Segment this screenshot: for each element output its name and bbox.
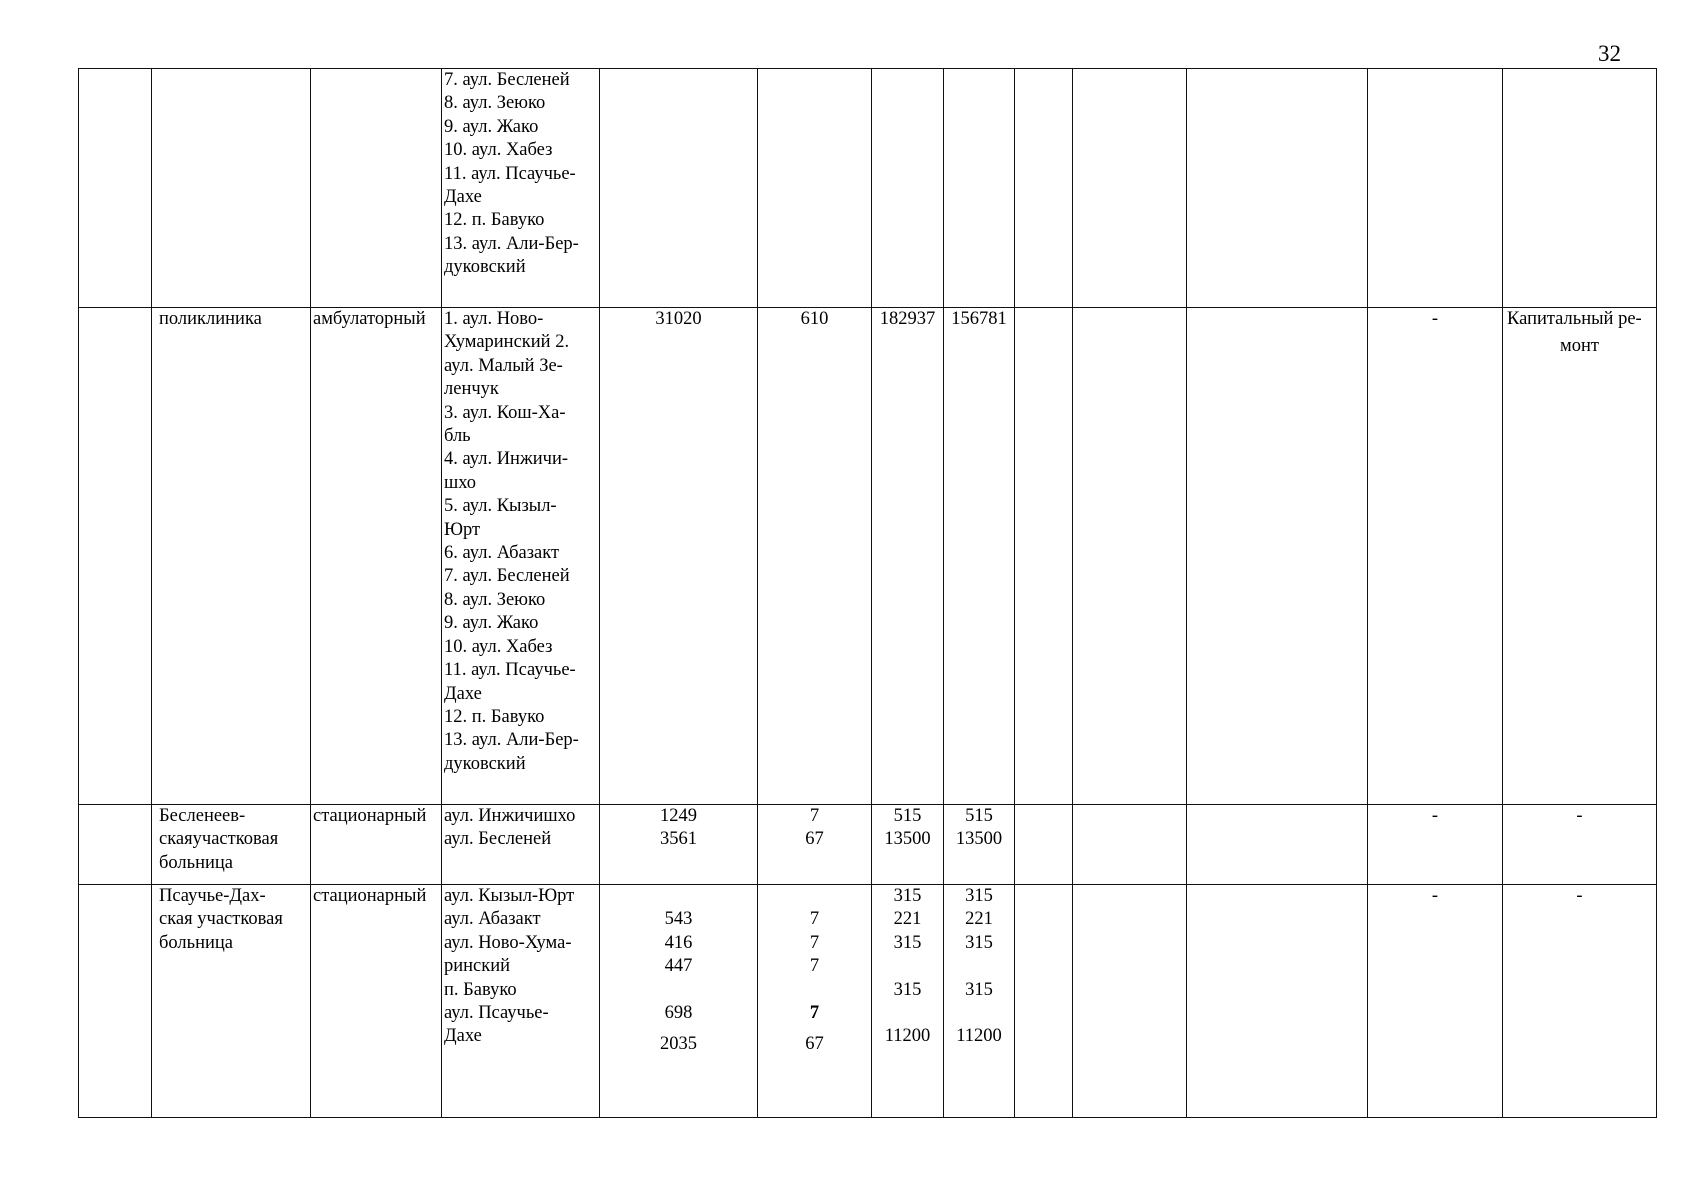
settlement-item: бль (444, 426, 471, 447)
settlement-item: 8. аул. Зеюко (444, 589, 546, 610)
facilities-table (78, 68, 1657, 1118)
numeric-cell (600, 805, 758, 885)
cell-value: 221 (893, 909, 922, 930)
settlement-item: 7. аул. Бесленей (444, 566, 570, 587)
table-cell (1073, 885, 1187, 1118)
settlements-cell (442, 805, 600, 885)
table-row (79, 69, 1657, 308)
table-cell (600, 69, 758, 308)
facility-type-cell (311, 805, 442, 885)
dash-value: - (1431, 309, 1439, 329)
dash-value: - (1431, 806, 1439, 826)
settlement-item: Дахе (444, 683, 482, 704)
settlement-item: 11. аул. Псаучье- (444, 163, 576, 184)
settlements-cell (442, 69, 600, 308)
facility-name: поликлиника (159, 309, 262, 329)
cell-value: 67 (805, 829, 824, 850)
table-cell (1187, 885, 1368, 1118)
table-cell (1015, 308, 1073, 805)
cell-value: 315 (893, 932, 922, 953)
settlement-item: аул. Кызыл-Юрт (444, 886, 575, 906)
table-cell (1368, 69, 1503, 308)
facility-type-cell (311, 308, 442, 805)
numeric-cell (758, 885, 872, 1118)
cell-value: 610 (800, 309, 829, 329)
settlement-item: Дахе (444, 187, 482, 208)
table-cell (152, 69, 311, 308)
cell-value: 315 (965, 886, 993, 906)
settlement-item: 5. аул. Кызыл- (444, 496, 557, 517)
settlements-cell (442, 885, 600, 1118)
table-cell (79, 885, 152, 1118)
settlement-item: ринский (444, 956, 511, 977)
cell-value: 7 (809, 932, 820, 953)
settlement-item: 10. аул. Хабез (444, 636, 553, 657)
cell-value: 3561 (660, 829, 697, 850)
numeric-cell (600, 308, 758, 805)
table-row (79, 805, 1657, 885)
note-line: Капитальный ре- (1507, 309, 1642, 329)
cell-value: 315 (893, 979, 922, 1000)
cell-value: 13500 (955, 829, 1003, 850)
settlement-item: аул. Абазакт (444, 909, 541, 930)
cell-value: 315 (893, 886, 922, 906)
table-cell (1187, 308, 1368, 805)
cell-value: 7 (809, 806, 820, 826)
settlement-item: 13. аул. Али-Бер- (444, 233, 579, 254)
facility-type-cell (311, 885, 442, 1118)
cell-value: 11200 (956, 1026, 1002, 1047)
cell-value: 515 (893, 806, 922, 826)
settlement-item: 9. аул. Жако (444, 116, 539, 137)
numeric-cell (944, 885, 1015, 1118)
settlement-item: 6. аул. Абазакт (444, 543, 560, 564)
table-row (79, 885, 1657, 1118)
facility-name-line: больница (159, 852, 233, 873)
cell-value: 13500 (884, 829, 931, 850)
facility-name-cell (152, 308, 311, 805)
facility-name-cell (152, 805, 311, 885)
numeric-cell (1368, 308, 1503, 805)
table-cell (1015, 885, 1073, 1118)
numeric-cell (944, 805, 1015, 885)
settlement-item: 4. аул. Инжичи- (444, 449, 568, 470)
settlement-item: Хумаринский 2. (444, 332, 570, 353)
cell-value: 315 (965, 932, 993, 953)
cell-value: 7 (809, 956, 820, 977)
note-cell (1503, 308, 1657, 805)
cell-value: 416 (664, 932, 693, 953)
cell-value: 543 (664, 909, 693, 930)
facility-name-line: больница (159, 932, 233, 953)
cell-value: 182937 (879, 309, 936, 329)
settlement-item: 11. аул. Псаучье- (444, 660, 576, 681)
settlement-item: 12. п. Бавуко (444, 210, 545, 231)
settlement-item: Юрт (444, 519, 481, 540)
table-cell (1073, 805, 1187, 885)
settlement-item: 12. п. Бавуко (444, 706, 545, 727)
facility-name-line: Псаучье-Дах- (159, 886, 266, 906)
table-cell (1187, 69, 1368, 308)
table-cell (1073, 69, 1187, 308)
facility-name-cell (152, 885, 311, 1118)
settlement-item: 1. аул. Ново- (444, 309, 544, 329)
numeric-cell (758, 805, 872, 885)
table-cell (1015, 69, 1073, 308)
numeric-cell (944, 308, 1015, 805)
settlement-item: Дахе (444, 1026, 482, 1047)
cell-value: 1249 (660, 806, 697, 826)
cell-value: 67 (805, 1034, 824, 1055)
cell-value: 221 (965, 909, 993, 930)
table-cell (1503, 69, 1657, 308)
table-cell (79, 308, 152, 805)
settlement-item: 8. аул. Зеюко (444, 93, 546, 114)
settlements-cell (442, 308, 600, 805)
numeric-cell (872, 308, 944, 805)
dash-value: - (1431, 886, 1439, 906)
cell-value: 315 (965, 979, 993, 1000)
numeric-cell (1503, 805, 1657, 885)
cell-value: 7 (809, 909, 820, 930)
facility-type: амбулаторный (313, 309, 426, 329)
settlement-item: 3. аул. Кош-Ха- (444, 402, 566, 423)
cell-value: 7 (809, 1003, 820, 1023)
cell-value: 447 (664, 956, 693, 977)
table-cell (1187, 805, 1368, 885)
dash-value: - (1576, 806, 1583, 826)
numeric-cell (600, 885, 758, 1118)
settlement-item: дуковский (444, 257, 526, 278)
settlement-item: аул. Инжичишхо (444, 806, 576, 826)
cell-value: 11200 (884, 1026, 931, 1047)
numeric-cell (1368, 805, 1503, 885)
table-cell (311, 69, 442, 308)
facility-name-line: ская участковая (159, 909, 283, 930)
settlement-item: 7. аул. Бесленей (444, 70, 570, 90)
cell-value: 515 (965, 806, 993, 826)
settlement-item: ленчук (444, 379, 499, 400)
facility-type: стационарный (313, 886, 427, 906)
numeric-cell (1368, 885, 1503, 1118)
cell-value: 2035 (660, 1034, 697, 1055)
settlement-item: аул. Ново-Хума- (444, 932, 572, 953)
cell-value: 698 (664, 1003, 693, 1023)
dash-value: - (1576, 886, 1583, 906)
settlement-item: 13. аул. Али-Бер- (444, 730, 579, 751)
page-number: 32 (1598, 41, 1621, 66)
table-cell (1015, 805, 1073, 885)
facility-name-line: скаяучастковая (159, 829, 279, 850)
settlement-item: п. Бавуко (444, 979, 517, 1000)
settlement-item: 10. аул. Хабез (444, 140, 553, 161)
facility-type: стационарный (313, 806, 427, 826)
cell-value: 156781 (951, 309, 1007, 329)
settlement-item: дуковский (444, 753, 526, 774)
numeric-cell (1503, 885, 1657, 1118)
settlement-item: аул. Малый Зе- (444, 355, 563, 376)
note-line: монт (1560, 336, 1599, 357)
table-cell (79, 69, 152, 308)
settlement-item: 9. аул. Жако (444, 613, 539, 634)
settlement-item: шхо (444, 472, 477, 493)
cell-value: 31020 (655, 309, 702, 329)
settlement-item: аул. Псаучье- (444, 1003, 549, 1024)
table-cell (79, 805, 152, 885)
numeric-cell (758, 308, 872, 805)
table-cell (944, 69, 1015, 308)
settlement-item: аул. Бесленей (444, 829, 552, 850)
facility-name-line: Бесленеев- (159, 806, 246, 826)
table-cell (872, 69, 944, 308)
table-cell (758, 69, 872, 308)
numeric-cell (872, 805, 944, 885)
table-cell (1073, 308, 1187, 805)
numeric-cell (872, 885, 944, 1118)
table-row (79, 308, 1657, 805)
